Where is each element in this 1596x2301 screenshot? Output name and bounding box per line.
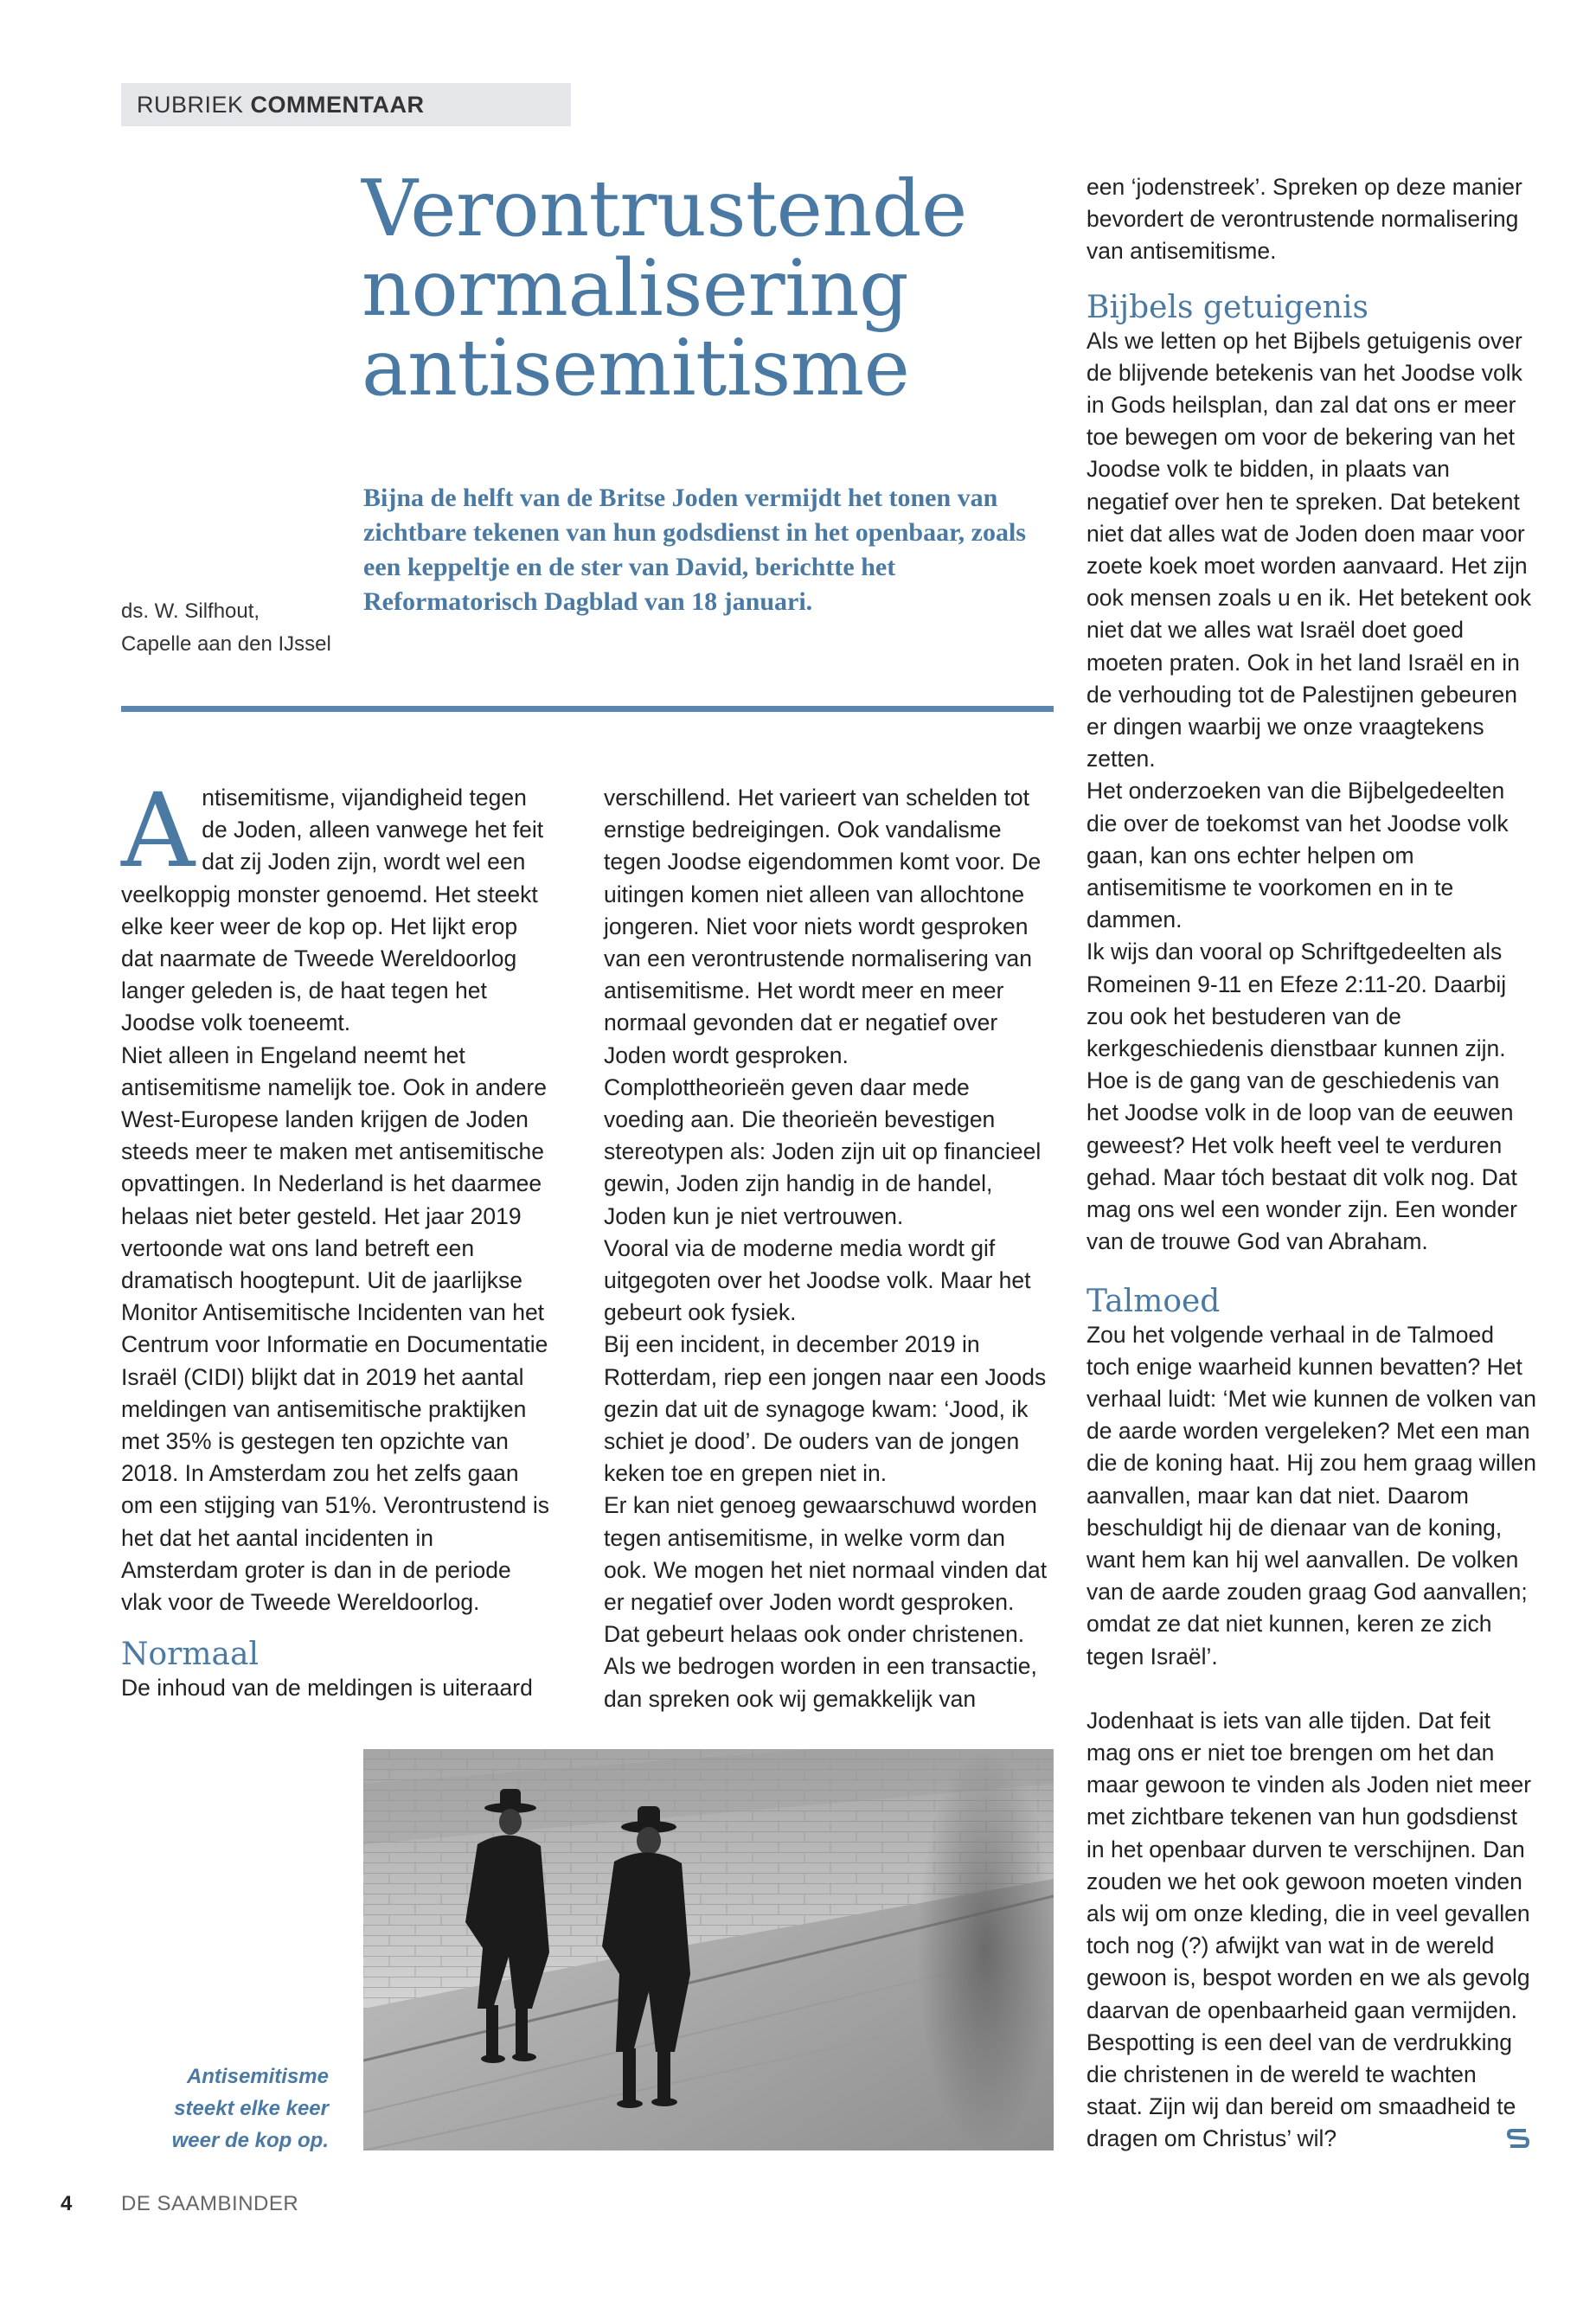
paragraph: Bij een incident, in december 2019 in Rotterdam, riep een jongen naar een Joods gezin dat uit de synagoge kwam: ‘Jood, ik schiet je dood’. De ouders van de jongen keken toe en grepen niet in. — [604, 1331, 1047, 1487]
paragraph: Het onderzoeken van die Bijbelgedeelten die over de toekomst van het Joodse volk gaan, kan ons echter helpen om antisemitisme te voorkomen en in te dammen. — [1086, 778, 1509, 933]
section-heading-bijbels: Bijbels getuigenis — [1086, 289, 1368, 325]
body-column-1 — [121, 771, 554, 1704]
paragraph: verschillend. Het varieert van schelden tot ernstige bedreigingen. Ook vandalisme tegen Joodse eigendommen komt voor. De uitingen komen niet alleen van allochtone jongeren. Niet voor niets wordt gesproken van een verontrustende normalisering van antisemitisme. Het wordt meer en meer normaal gevonden dat er negatief over Joden wordt gesproken. — [604, 785, 1042, 1068]
paragraph: De inhoud van de meldingen is uiteraard — [121, 1675, 533, 1702]
paragraph: Zou het volgende verhaal in de Talmoed toch enige waarheid kunnen bevatten? Het verhaal luidt: ‘Met wie kunnen de volken van de aarde worden vergeleken? Met een man die de koning haat. Hij zou hem graag willen aanvallen, maar kan dat niet. Daarom beschuldigt hij de dienaar van de koning, want hem kan hij wel aanvallen. De volken van de aarde zouden graag God aanvallen; omdat ze dat niet kunnen, keren ze zich tegen Israël’. — [1086, 1321, 1537, 1670]
author-name: ds. W. Silfhout, — [121, 599, 260, 623]
photo-caption: Antisemitisme steekt elke keer weer de kop op. — [171, 2065, 329, 2152]
article-lead: Bijna de helft van de Britse Joden vermijdt het tonen van zichtbare tekenen van hun godsdienst in het openbaar, zoals een keppeltje en de ster van David, berichtte het Reformatorisch Dagblad van 18 januari. — [363, 484, 1026, 616]
paragraph: Als we letten op het Bijbels getuigenis over de blijvende betekenis van het Joodse volk in Gods heilsplan, dan zal dat ons er meer toe bewegen om voor de bekering van het Joodse volk te bidden, in plaats van negatief over hen te spreken. Dat betekent niet dat alles wat de Joden doen maar voor zoete koek moet worden aanvaard. Het zijn ook mensen zoals u en ik. Het betekent ook niet dat we alles wat Israël doet goed moeten praten. Ook in het land Israël en in de verhouding tot de Palestijnen gebeuren er dingen waarbij we onze vraagtekens zetten. — [1086, 327, 1532, 772]
section-heading-normaal: Normaal — [121, 1637, 259, 1673]
author-byline — [121, 595, 346, 661]
paragraph: Ik wijs dan vooral op Schriftgedeelten als Romeinen 9-11 en Efeze 2:11-20. Daarbij zou ook het bestuderen van de kerkgeschiedenis dienstbaar kunnen zijn. Hoe is de gang van de geschiedenis van het Joodse volk in de loop van de eeuwen geweest? Het volk heeft veel te verduren gehad. Maar tóch bestaat dit volk nog. Dat mag ons wel een wonder zijn. Een wonder van de trouwe God van Abraham. — [1086, 939, 1517, 1255]
paragraph: Niet alleen in Engeland neemt het antisemitisme namelijk toe. Ook in andere West-Europese landen krijgen de Joden steeds meer te maken met antisemitische opvattingen. In Nederland is het daarmee helaas niet beter gesteld. Het jaar 2019 vertoonde wat ons land betreft een dramatisch hoogtepunt. Uit de jaarlijkse Monitor Antisemitische Incidenten van het Centrum voor Informatie en Documentatie Israël (CIDI) blijkt dat in 2019 het aantal meldingen van antisemitische praktijken met 35% is gestegen ten opzichte van 2018. In Amsterdam zou het zelfs gaan om een stijging van 51%. Verontrustend is het dat het aantal incidenten in Amsterdam groter is dan in de periode vlak voor de Tweede Wereldoorlog. — [121, 1042, 549, 1616]
article-photo — [363, 1749, 1054, 2150]
body-column-2 — [604, 782, 1054, 1715]
paragraph: een ‘jodenstreek’. Spreken op deze manier bevordert de verontrustende normalisering van antisemitisme. — [1086, 174, 1522, 265]
magazine-name: DE SAAMBINDER — [121, 2192, 299, 2215]
paragraph: Jodenhaat is iets van alle tijden. Dat feit mag ons er niet toe brengen om het dan maar gewoon te vinden als Joden niet meer met zichtbare tekenen van hun godsdienst in het openbaar durven te verschijnen. Dan zouden we het ook gewoon moeten vinden als wij om onze kleding, die in veel gevallen toch nog (?) afwijkt van wat in de wereld gewoon is, bespot worden en we als gevolg daarvan de openbaarheid gaan vermijden. Bespotting is een deel van de verdrukking die christenen in de wereld te wachten staat. Zijn wij dan bereid om smaadheid te dragen om Christus’ wil? — [1086, 1707, 1532, 2152]
divider-rule — [121, 706, 1054, 712]
section-heading-talmoed: Talmoed — [1086, 1283, 1221, 1319]
author-place: Capelle aan den IJssel — [121, 632, 331, 656]
end-mark-icon — [1507, 2128, 1531, 2149]
body-column-3 — [1086, 171, 1536, 2156]
paragraph: ntisemitisme, vijandigheid tegen de Joden, alleen vanwege het feit dat zij Joden zijn, wordt wel een veelkoppig monster genoemd. Het steekt elke keer weer de kop op. Het lijkt erop dat naarmate de Tweede Wereldoorlog langer geleden is, de haat tegen het Joodse volk toeneemt. — [121, 785, 544, 1036]
section-label: RUBRIEK COMMENTAAR — [121, 83, 571, 126]
paragraph: Complottheorieën geven daar mede voeding aan. Die theorieën bevestigen stereotypen als: Joden zijn uit op financieel gewin, Joden zijn handig in de handel, Joden kun je niet vertrouwen. — [604, 1074, 1042, 1229]
page-number: 4 — [61, 2192, 73, 2215]
drop-cap: A — [121, 771, 195, 890]
paragraph: Er kan niet genoeg gewaarschuwd worden tegen antisemitisme, in welke vorm dan ook. We mogen het niet normaal vinden dat er negatief over Joden wordt gesproken. Dat gebeurt helaas ook onder christenen. Als we bedrogen worden in een transactie, dan spreken ook wij gemakkelijk van — [604, 1492, 1048, 1712]
article-title: Verontrustende normalisering antisemitisme — [362, 163, 967, 413]
paragraph: Vooral via de moderne media wordt gif uitgegoten over het Joodse volk. Maar het gebeurt ook fysiek. — [604, 1234, 1031, 1326]
